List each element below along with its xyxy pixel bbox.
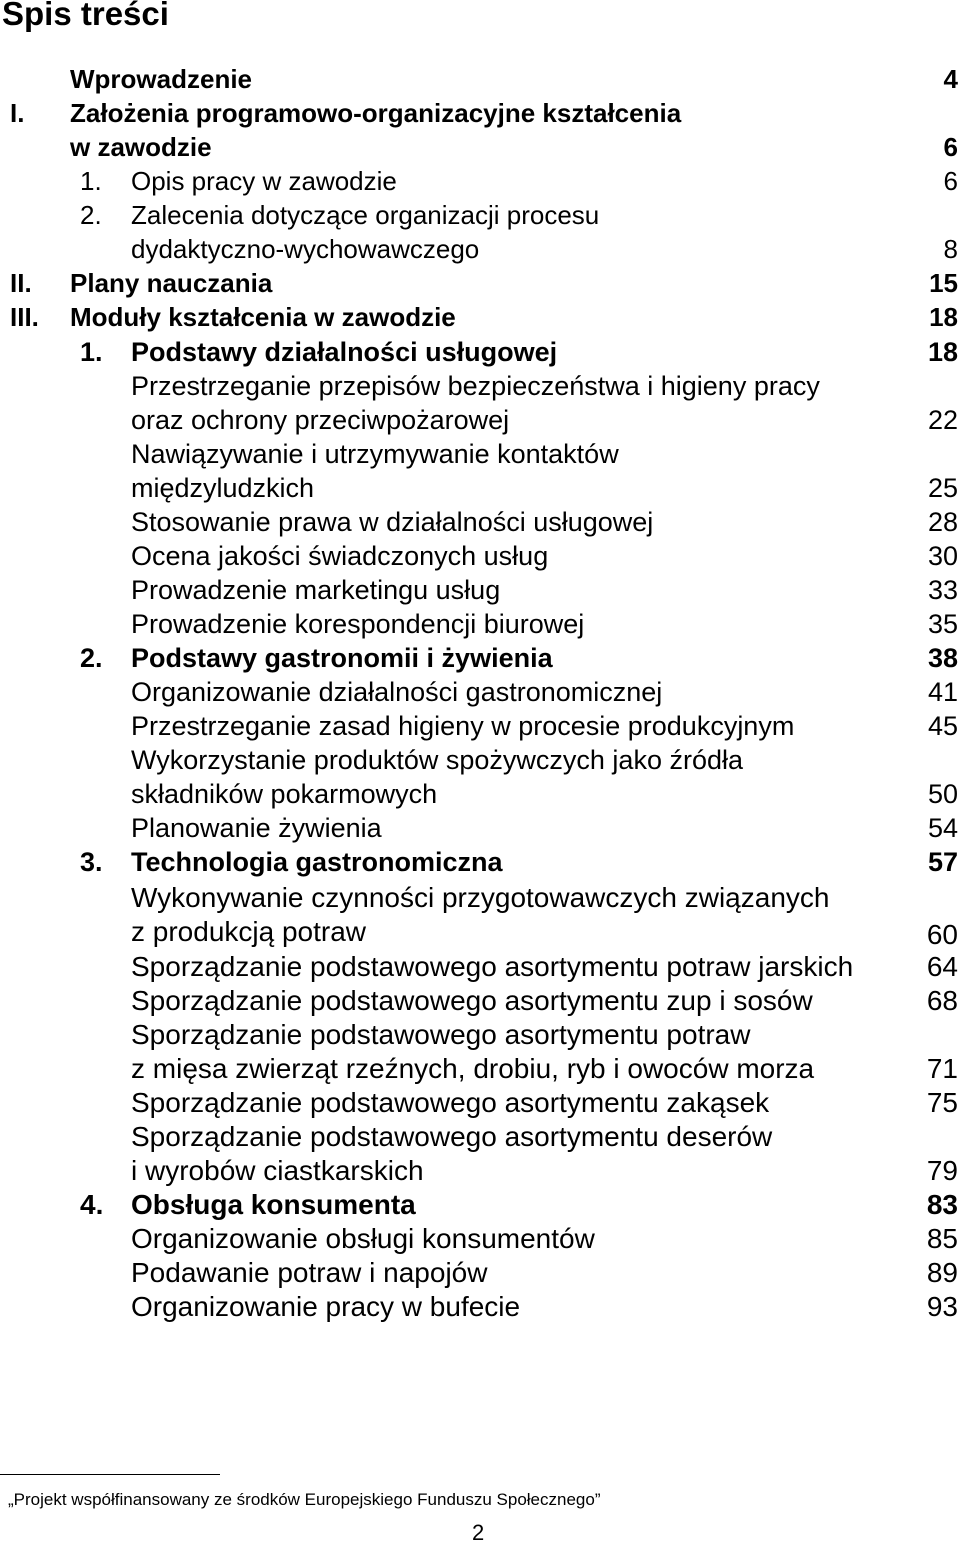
toc-entry (0, 1052, 960, 1086)
toc-entry-title: Podawanie potraw i napojów (131, 1257, 488, 1288)
toc-entry (0, 607, 960, 641)
toc-entry-title: Zalecenia dotyczące organizacji procesu (131, 200, 600, 230)
toc-entry-page: 6 (943, 166, 958, 196)
toc-entry-page: 33 (927, 575, 958, 605)
toc-entry-title: Założenia programowo-organizacyjne kształcenia (70, 98, 682, 128)
toc-entry-page: 57 (927, 847, 958, 877)
footnote: „Projekt współfinansowany ze środków Europejskiego Funduszu Społecznego” (8, 1490, 601, 1509)
toc-entry-page: 64 (926, 951, 958, 982)
toc-entry (0, 471, 960, 505)
toc-entry-page: 28 (927, 507, 958, 537)
toc-entry-title: i wyrobów ciastkarskich (131, 1155, 424, 1186)
page-number: 2 (472, 1520, 485, 1545)
toc-entry (0, 335, 960, 369)
toc-entry-page: 15 (929, 268, 958, 298)
toc-entry-title: Wprowadzenie (70, 64, 253, 94)
toc-entry-number: 1. (80, 337, 103, 367)
toc-entry-page: 71 (926, 1053, 958, 1084)
toc-entry (0, 675, 960, 709)
toc-entry-page: 22 (927, 405, 958, 435)
toc-entry-title: Organizowanie działalności gastronomicznej (131, 677, 663, 707)
toc-entry-title: międzyludzkich (131, 473, 315, 503)
toc-entry-title: Sporządzanie podstawowego asortymentu potraw jarskich (131, 951, 854, 982)
toc-entry-title: Przestrzeganie przepisów bezpieczeństwa i higieny pracy (131, 371, 820, 401)
toc-entry-title: Technologia gastronomiczna (131, 847, 503, 877)
toc-entry (0, 984, 960, 1018)
toc-entry-title: oraz ochrony przeciwpożarowej (131, 405, 510, 435)
toc-entry (0, 437, 960, 471)
toc-entry (0, 811, 960, 845)
toc-entry (0, 573, 960, 607)
toc-entry (0, 403, 960, 437)
toc-entry-title: Planowanie żywienia (131, 813, 382, 843)
toc-entry-page: 75 (926, 1087, 958, 1118)
toc-entry (0, 62, 960, 96)
toc-entry-title: dydaktyczno-wychowawczego (131, 234, 480, 264)
toc-entry (0, 915, 960, 949)
toc-entry-title: Podstawy działalności usługowej (131, 337, 558, 367)
toc-entry-page: 38 (927, 643, 958, 673)
toc-entry-title: Sporządzanie podstawowego asortymentu deserów (131, 1121, 773, 1152)
toc-entry (0, 164, 960, 198)
toc-entry-title: Organizowanie pracy w bufecie (131, 1291, 521, 1322)
toc-entry-page: 89 (926, 1257, 958, 1288)
toc-entry-title: Obsługa konsumenta (131, 1189, 416, 1220)
toc-entry-page: 93 (926, 1291, 958, 1322)
toc-entry-title: Stosowanie prawa w działalności usługowej (131, 507, 654, 537)
toc-entry-page: 50 (927, 779, 958, 809)
toc-entry (0, 1256, 960, 1290)
toc-entry-title: Prowadzenie marketingu usług (131, 575, 501, 605)
toc-entry-page: 79 (926, 1155, 958, 1186)
toc-entry-page: 60 (926, 919, 958, 950)
toc-entry-page: 54 (927, 813, 958, 843)
toc-entry-page: 41 (927, 677, 958, 707)
toc-entry-title: Nawiązywanie i utrzymywanie kontaktów (131, 439, 619, 469)
toc-entry (0, 641, 960, 675)
toc-entry (0, 1120, 960, 1154)
toc-entry (0, 266, 960, 300)
toc-entry-page: 18 (927, 337, 958, 367)
toc-entry-number: 2. (80, 200, 102, 230)
toc-entry (0, 709, 960, 743)
toc-entry (0, 950, 960, 984)
toc-entry-page: 18 (929, 302, 958, 332)
toc-entry-title: z produkcją potraw (131, 916, 367, 947)
toc-entry-title: Moduły kształcenia w zawodzie (70, 302, 456, 332)
toc-entry (0, 96, 960, 130)
toc-entry-number: 2. (80, 643, 103, 673)
footnote-rule (0, 1474, 220, 1475)
toc-entry-title: Wykorzystanie produktów spożywczych jako źródła (131, 745, 743, 775)
toc-entry-number: 1. (80, 166, 102, 196)
page-title: Spis treści (2, 0, 169, 32)
toc-entry (0, 845, 960, 879)
toc-entry-number: II. (10, 268, 32, 298)
toc-entry-page: 25 (927, 473, 958, 503)
toc-entry (0, 1188, 960, 1222)
toc-entry (0, 539, 960, 573)
toc-entry-page: 4 (943, 64, 958, 94)
toc-entry (0, 1018, 960, 1052)
toc-entry-title: składników pokarmowych (131, 779, 438, 809)
toc-entry (0, 505, 960, 539)
toc-entry-title: Plany nauczania (70, 268, 273, 298)
toc-entry-title: Opis pracy w zawodzie (131, 166, 397, 196)
toc-entry (0, 777, 960, 811)
toc-entry (0, 881, 960, 915)
toc-entry (0, 1086, 960, 1120)
toc-entry-page: 45 (927, 711, 958, 741)
toc-entry-number: 3. (80, 847, 103, 877)
toc-entry (0, 198, 960, 232)
toc-entry (0, 1222, 960, 1256)
toc-entry-number: I. (10, 98, 25, 128)
toc-entry-title: Przestrzeganie zasad higieny w procesie produkcyjnym (131, 711, 795, 741)
toc-entry (0, 130, 960, 164)
toc-entry-title: w zawodzie (70, 132, 212, 162)
toc-entry (0, 1154, 960, 1188)
toc-entry-number: III. (10, 302, 39, 332)
toc-entry-number: 4. (80, 1189, 104, 1220)
toc-entry-title: Sporządzanie podstawowego asortymentu potraw (131, 1019, 751, 1050)
toc-entry (0, 369, 960, 403)
toc-entry-page: 6 (943, 132, 958, 162)
toc-entry-title: Wykonywanie czynności przygotowawczych związanych (131, 882, 830, 913)
toc-entry (0, 743, 960, 777)
toc-entry-title: Prowadzenie korespondencji biurowej (131, 609, 585, 639)
toc-entry-page: 35 (927, 609, 958, 639)
toc-entry-page: 8 (943, 234, 958, 264)
toc-entry-title: Podstawy gastronomii i żywienia (131, 643, 553, 673)
toc-entry-title: Ocena jakości świadczonych usług (131, 541, 549, 571)
toc-entry-title: z mięsa zwierząt rzeźnych, drobiu, ryb i owoców morza (131, 1053, 815, 1084)
toc-entry-page: 68 (926, 985, 958, 1016)
toc-entry-title: Sporządzanie podstawowego asortymentu zakąsek (131, 1087, 770, 1118)
toc-entry-page: 85 (926, 1223, 958, 1254)
toc-entry (0, 232, 960, 266)
toc-entry-title: Sporządzanie podstawowego asortymentu zup i sosów (131, 985, 813, 1016)
toc-entry (0, 1290, 960, 1324)
toc-entry-page: 83 (926, 1189, 958, 1220)
toc-entry-title: Organizowanie obsługi konsumentów (131, 1223, 595, 1254)
toc-entry-page: 30 (927, 541, 958, 571)
toc-entry (0, 300, 960, 334)
